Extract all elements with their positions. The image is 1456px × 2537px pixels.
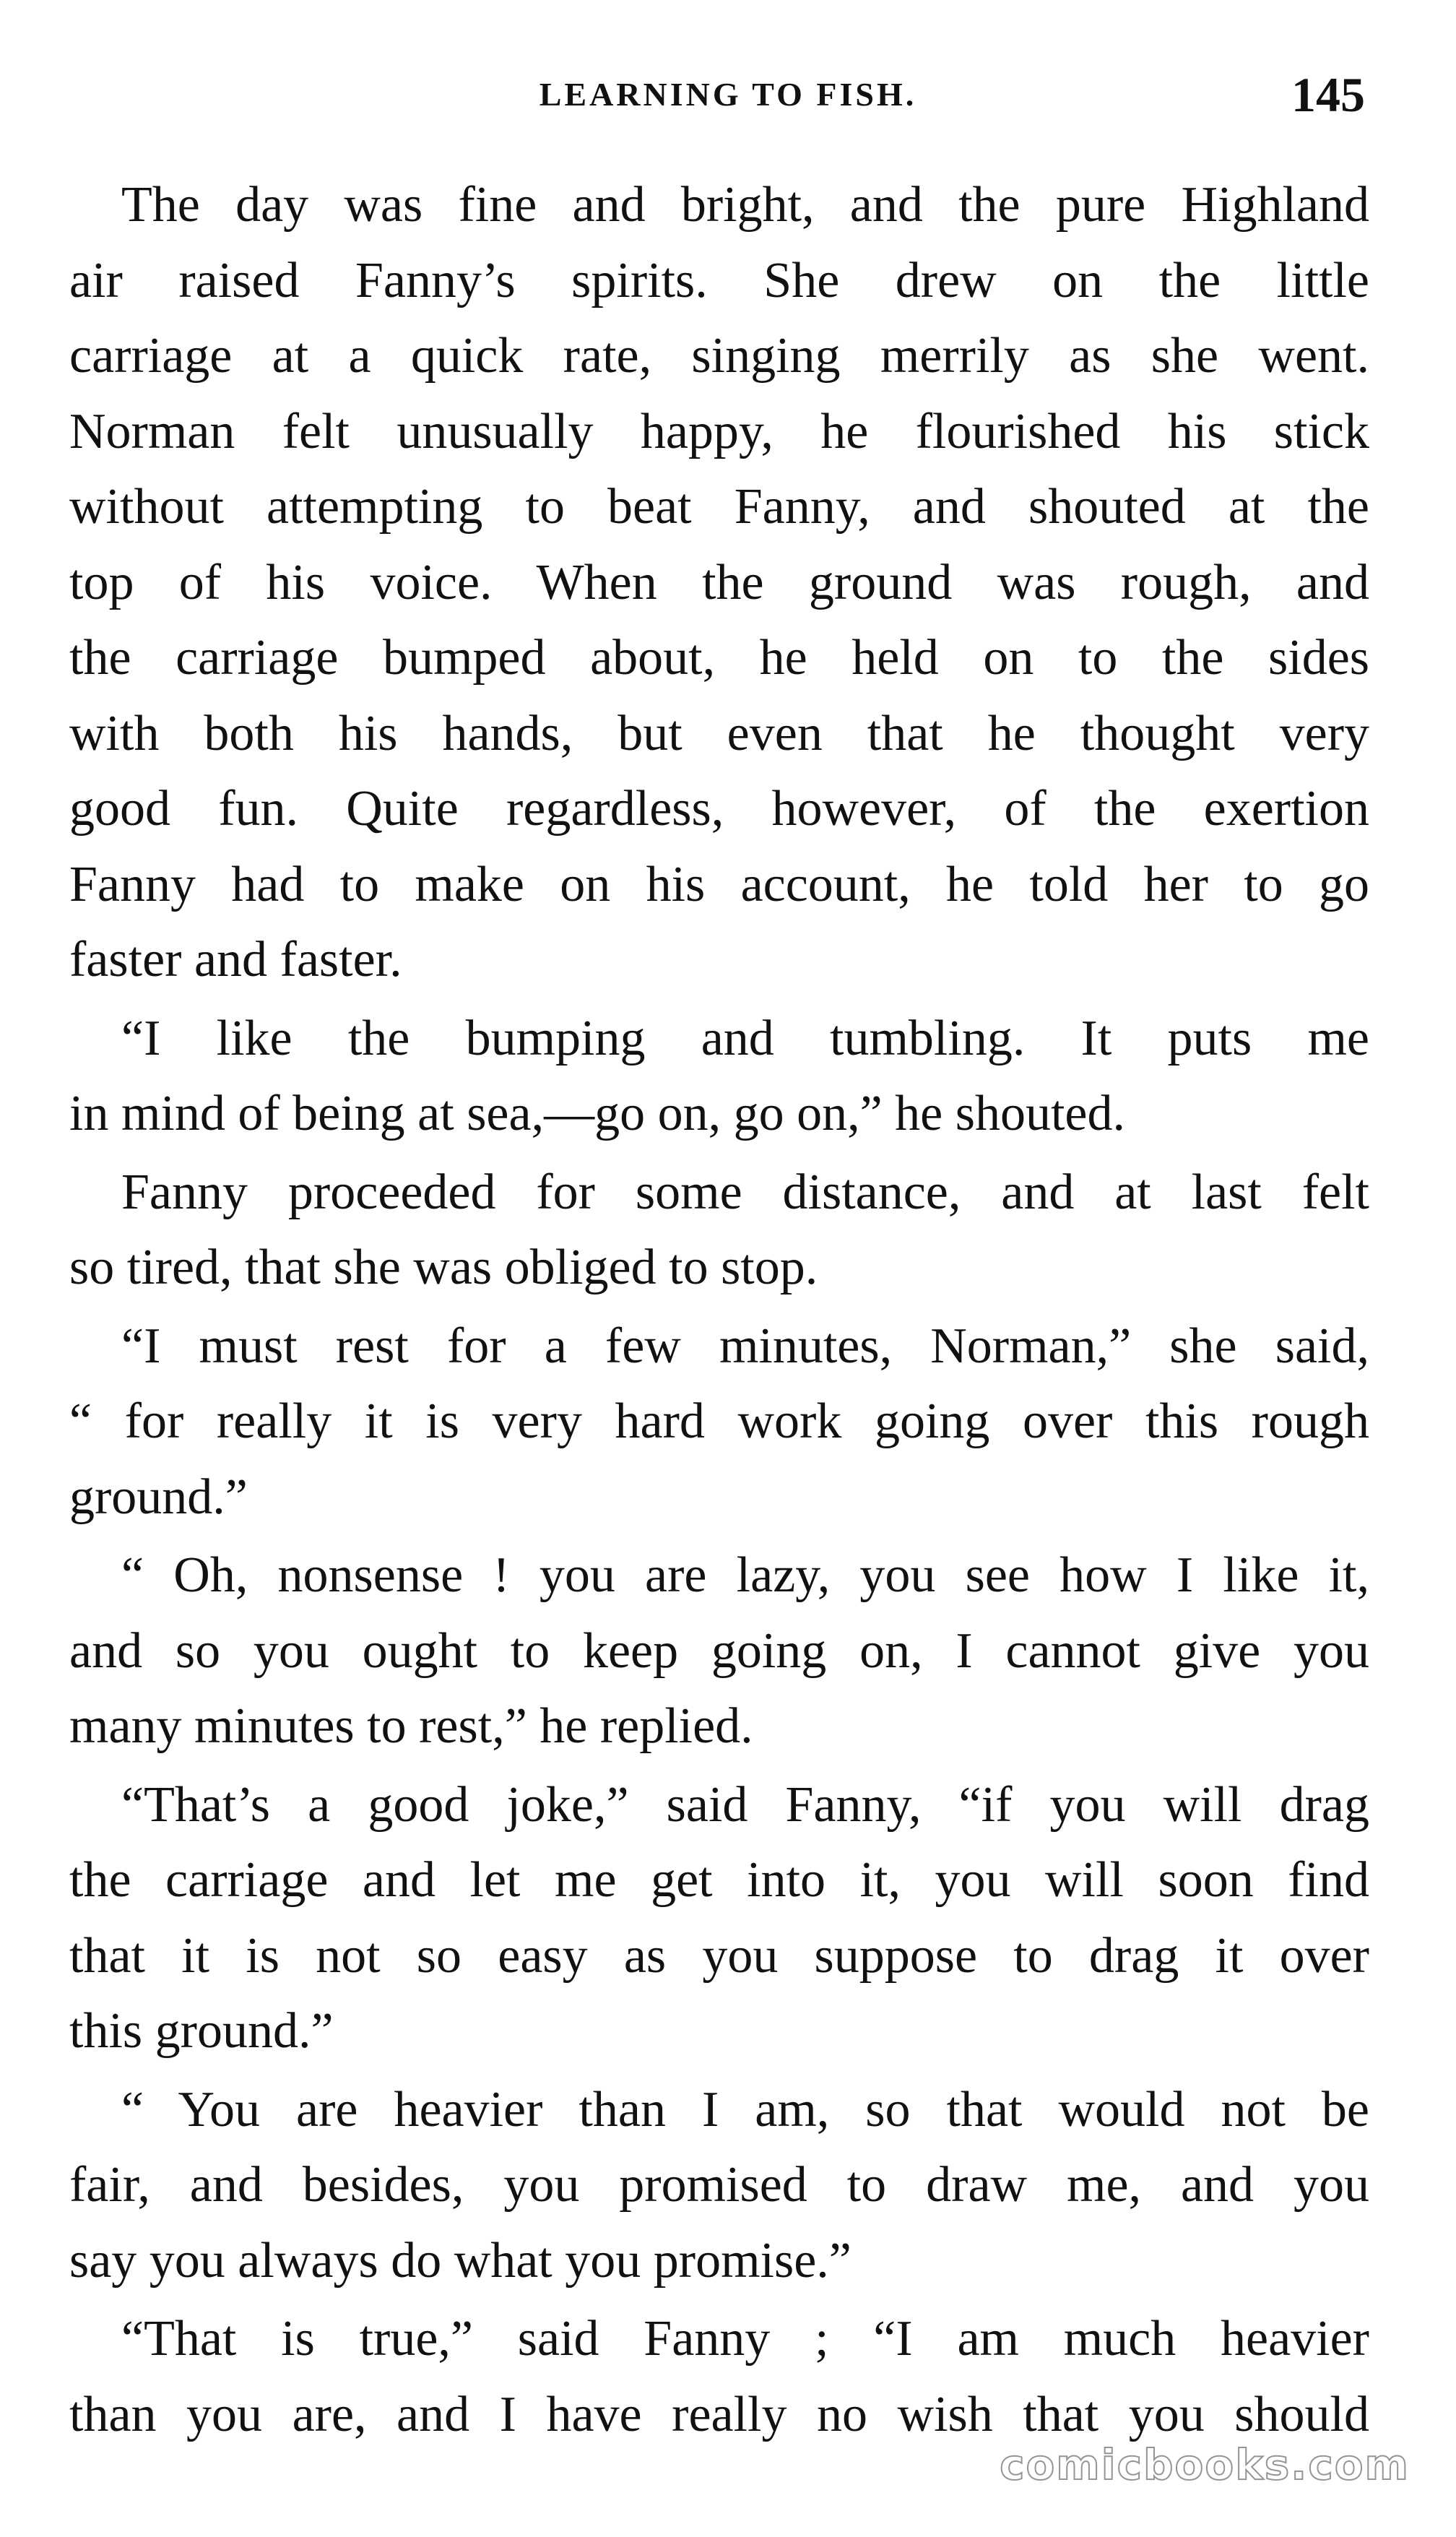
text-line: faster and faster. [69,932,402,987]
text-line: many minutes to rest,” he replied. [69,1698,753,1754]
watermark: comicbooks.com [1000,2440,1410,2489]
text-line: with both his hands, but even that he thought very [69,705,1369,761]
text-line: ground.” [69,1469,248,1525]
body-text [69,168,1369,2455]
text-line: Norman felt unusually happy, he flourished his stick [69,403,1369,459]
paragraph [69,1768,1369,2070]
text-line: Fanny proceeded for some distance, and at last felt [121,1164,1369,1220]
text-line: that it is not so easy as you suppose to drag it over [69,1927,1369,1984]
text-line: the carriage bumped about, he held on to the sides [69,630,1369,686]
text-line: without attempting to beat Fanny, and shouted at the [69,479,1369,535]
text-line: the carriage and let me get into it, you will soon find [69,1852,1369,1908]
text-line: this ground.” [69,2003,334,2059]
text-line: “ You are heavier than I am, so that would not be [121,2081,1369,2138]
paragraph [69,1001,1369,1152]
text-line: “That’s a good joke,” said Fanny, “if you will drag [121,1776,1369,1833]
page-number: 145 [1291,67,1365,122]
text-line: fair, and besides, you promised to draw me, and you [69,2157,1369,2213]
text-line: say you always do what you promise.” [69,2232,852,2289]
text-line: good fun. Quite regardless, however, of the exertion [69,781,1369,837]
page-header [0,69,1456,127]
text-line: Fanny had to make on his account, he told her to go [69,856,1369,912]
paragraph [69,1538,1369,1765]
text-line: top of his voice. When the ground was rough, and [69,554,1369,610]
text-line: “I like the bumping and tumbling. It puts me [121,1010,1369,1066]
paragraph [69,1309,1369,1536]
paragraph [69,1155,1369,1306]
paragraph [69,168,1369,998]
text-line: air raised Fanny’s spirits. She drew on the little [69,252,1369,308]
text-line: “ Oh, nonsense ! you are lazy, you see how I like it, [121,1547,1369,1603]
text-line: in mind of being at sea,—go on, go on,” he shouted. [69,1086,1125,1141]
text-line: “I must rest for a few minutes, Norman,” she said, [121,1318,1369,1374]
text-line: The day was fine and bright, and the pure Highland [121,177,1369,233]
text-line: “That is true,” said Fanny ; “I am much heavier [121,2311,1369,2367]
paragraph [69,2302,1369,2452]
running-head: LEARNING TO FISH. [539,76,917,113]
text-line: “ for really it is very hard work going over this rough [69,1393,1369,1449]
paragraph [69,2073,1369,2299]
text-line: than you are, and I have really no wish that you should [69,2386,1369,2442]
text-line: and so you ought to keep going on, I cannot give you [69,1622,1369,1679]
text-line: carriage at a quick rate, singing merrily as she went. [69,328,1369,384]
text-line: so tired, that she was obliged to stop. [69,1240,818,1295]
